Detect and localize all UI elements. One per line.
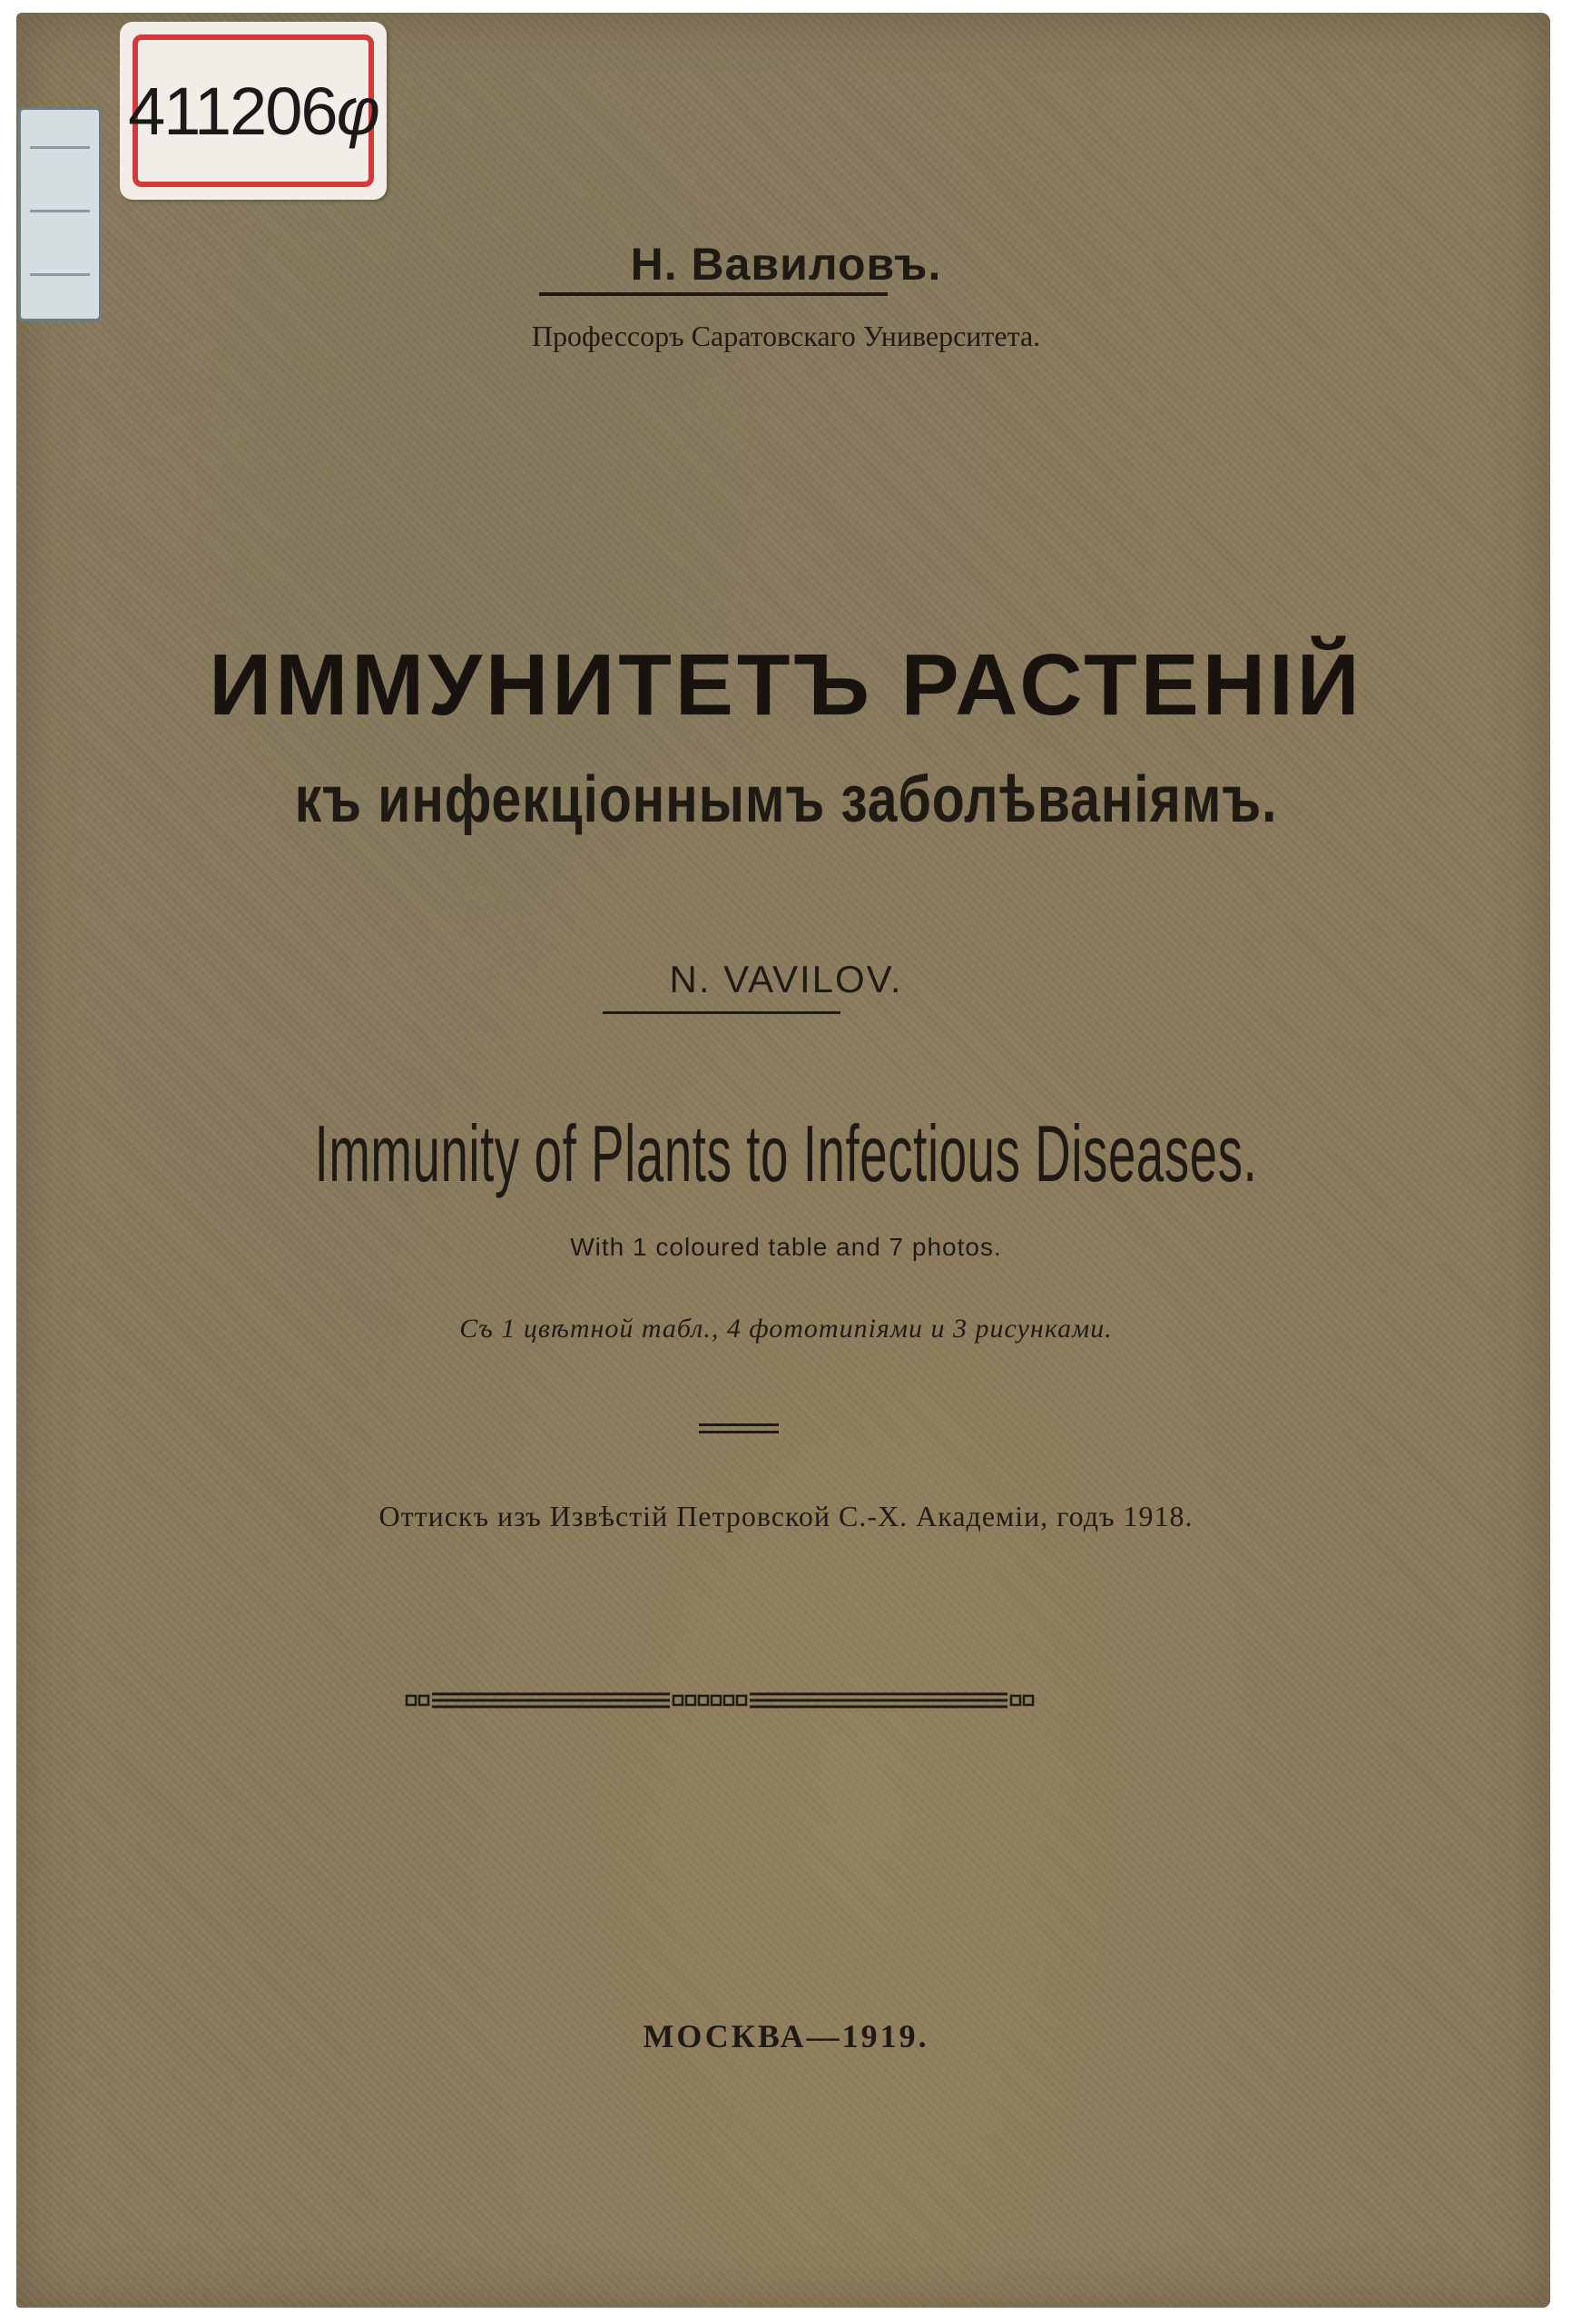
author-ru: Н. Вавиловъ. (630, 239, 942, 290)
imprint: МОСКВА—1919. (643, 2018, 929, 2054)
title-ru-line1: ИММУНИТЕТЪ РАСТЕНІЙ (209, 636, 1363, 734)
title-en: Immunity of Plants to Infectious Diseases. (314, 1108, 1258, 1198)
author-en-underline (603, 1011, 840, 1014)
stamp-border (128, 34, 378, 187)
with-illustrations-en: With 1 coloured table and 7 photos. (570, 1233, 1002, 1261)
with-illustrations-ru: Съ 1 цвѣтной табл., 4 фототипіями и 3 рисунками. (459, 1314, 1113, 1344)
title-ru-line2: къ инфекціоннымъ заболѣваніямъ. (294, 763, 1278, 836)
divider-rule-1 (699, 1423, 779, 1426)
stamp-number: 411206 (128, 73, 337, 149)
divider-rule-2 (699, 1431, 779, 1433)
author-title: Профессоръ Саратовскаго Университета. (531, 320, 1041, 352)
library-stamp (120, 22, 387, 200)
stamp-suffix: φ (336, 73, 378, 149)
author-underline (539, 292, 888, 296)
author-en: N. VAVILOV. (669, 958, 903, 1000)
offprint-note: Оттискъ изъ Извѣстій Петровской С.-Х. Академіи, годъ 1918. (378, 1500, 1194, 1532)
ornament-divider (405, 1689, 1035, 1716)
